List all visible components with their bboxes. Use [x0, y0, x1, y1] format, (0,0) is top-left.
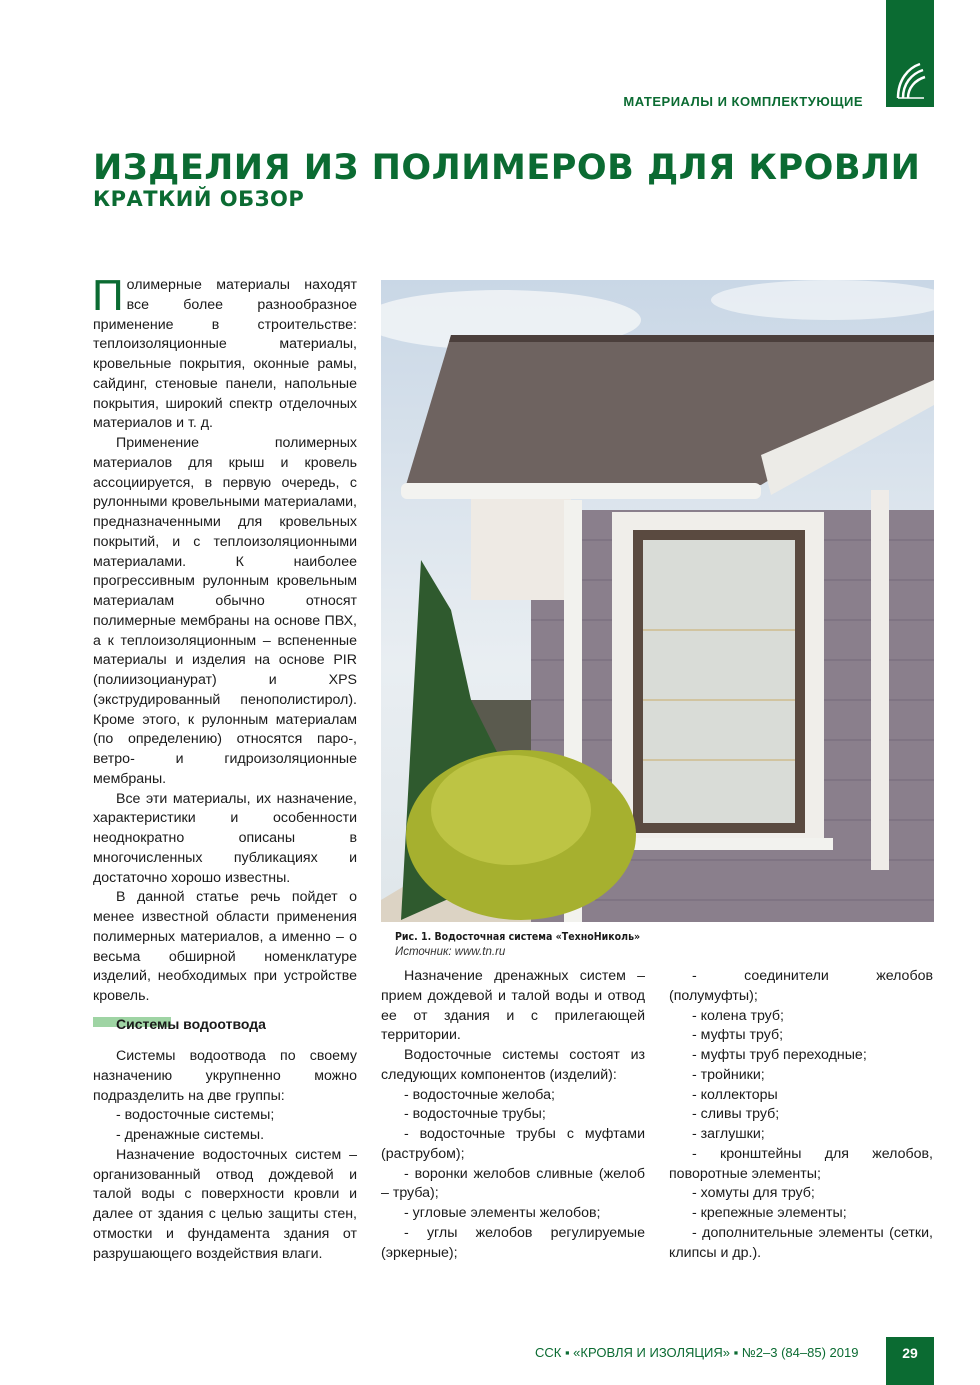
paragraph: Все эти материалы, их назначение, характеристики и особенности неоднократно описаны в многочисленных публикациях и достаточно хорошо известны.	[93, 790, 357, 886]
list-item: - сливы труб;	[692, 1106, 780, 1123]
figure-photo	[381, 280, 934, 922]
column-1-bottom	[93, 1047, 357, 1264]
paragraph: Назначение водосточных систем – организованный отвод дождевой и талой воды с поверхности кровли и далее от здания с целью защиты стен, отмостки и фундамента здания от разрушающего воздействия влаги.	[93, 1146, 357, 1262]
list-item: - соединители желобов (полумуфты);	[669, 968, 933, 1004]
paragraph: Системы водоотвода по своему назначению укрупненно можно подразделить на две группы:	[93, 1048, 357, 1104]
section-tab	[886, 0, 934, 107]
article-title: ИЗДЕЛИЯ ИЗ ПОЛИМЕРОВ ДЛЯ КРОВЛИ	[93, 148, 921, 188]
list-item: - водосточные системы;	[116, 1107, 275, 1124]
paragraph: В данной статье речь пойдет о менее известной области применения полимерных материалов, а именно – о весьма обширной номенклатуре изделий, необходимых при устройстве кровель.	[93, 889, 357, 1004]
list-item: - дренажные системы.	[116, 1127, 265, 1143]
list-item: - угловые элементы желобов;	[404, 1205, 601, 1221]
caption-source: Источник: www.tn.ru	[395, 946, 506, 958]
list-item: - хомуты для труб;	[692, 1185, 815, 1202]
footer-journal: ССК ▪ «КРОВЛЯ И ИЗОЛЯЦИЯ» ▪ №2–3 (84–85) 2019	[535, 1345, 859, 1360]
drop-cap: П	[92, 271, 124, 320]
column-3	[669, 967, 933, 1263]
list-item: - крепежные элементы;	[692, 1205, 847, 1221]
list-item: - водосточные желоба;	[404, 1086, 555, 1103]
list-item: - заглушки;	[692, 1126, 765, 1142]
paragraph: Применение полимерных материалов для крыш и кровель ассоциируется, в первую очередь, с рулонными кровельными материалами, предназначенными для кровельных покрытий, и с теплоизоляционными материалами. К наиболее прогрессивным рулонным кровельным материалам обычно относят полимерные мембраны на основе ПВХ, а к теплоизоляционным – вспененные материалы и изделия на основе PIR (полиизоцианурат) и XPS (экструдированный пенополистирол). Кроме этого, к рулонным материалам (по определению) относятся паро-, ветро- и гидроизоляционные мембраны.	[93, 435, 357, 787]
paragraph: Назначение дренажных систем – прием дождевой и талой воды и отвод ее от здания и с прилегающей территории.	[381, 968, 645, 1044]
paragraph: олимерные материалы находят все более разнообразное применение в строительстве: теплоизоляционные материалы, кровельные покрытия, оконные рамы, сайдинг, стеновые панели, напольные покрытия, широкий спектр отделочных материалов и т. д.	[93, 277, 357, 432]
list-item: - колена труб;	[692, 1007, 784, 1024]
list-item: - тройники;	[692, 1066, 765, 1083]
page-number: 29	[886, 1337, 934, 1385]
list-item: - водосточные трубы с муфтами (раструбом);	[381, 1126, 645, 1162]
list-item: - муфты труб;	[692, 1027, 784, 1044]
list-item: - коллекторы	[692, 1086, 778, 1103]
column-1	[92, 271, 357, 1007]
section-heading: Системы водоотвода	[93, 1016, 266, 1032]
article-subtitle: КРАТКИЙ ОБЗОР	[93, 187, 305, 211]
list-item: - углы желобов регулируемые (эркерные);	[381, 1224, 645, 1261]
list-item: - дополнительные элементы (сетки, клипсы и др.).	[669, 1224, 933, 1261]
section-label: МАТЕРИАЛЫ И КОМПЛЕКТУЮЩИЕ	[623, 94, 863, 109]
column-2	[381, 967, 645, 1263]
list-item: - кронштейны для желобов, поворотные элементы;	[669, 1145, 933, 1182]
caption-title: Рис. 1. Водосточная система «ТехноНиколь»	[395, 931, 641, 943]
leaf-logo-icon	[894, 60, 926, 100]
figure-caption	[395, 930, 640, 960]
list-item: - воронки желобов сливные (желоб – труба);	[381, 1165, 645, 1202]
paragraph: Водосточные системы состоят из следующих компонентов (изделий):	[381, 1047, 645, 1083]
list-item: - муфты труб переходные;	[692, 1047, 867, 1063]
list-item: - водосточные трубы;	[404, 1106, 546, 1123]
